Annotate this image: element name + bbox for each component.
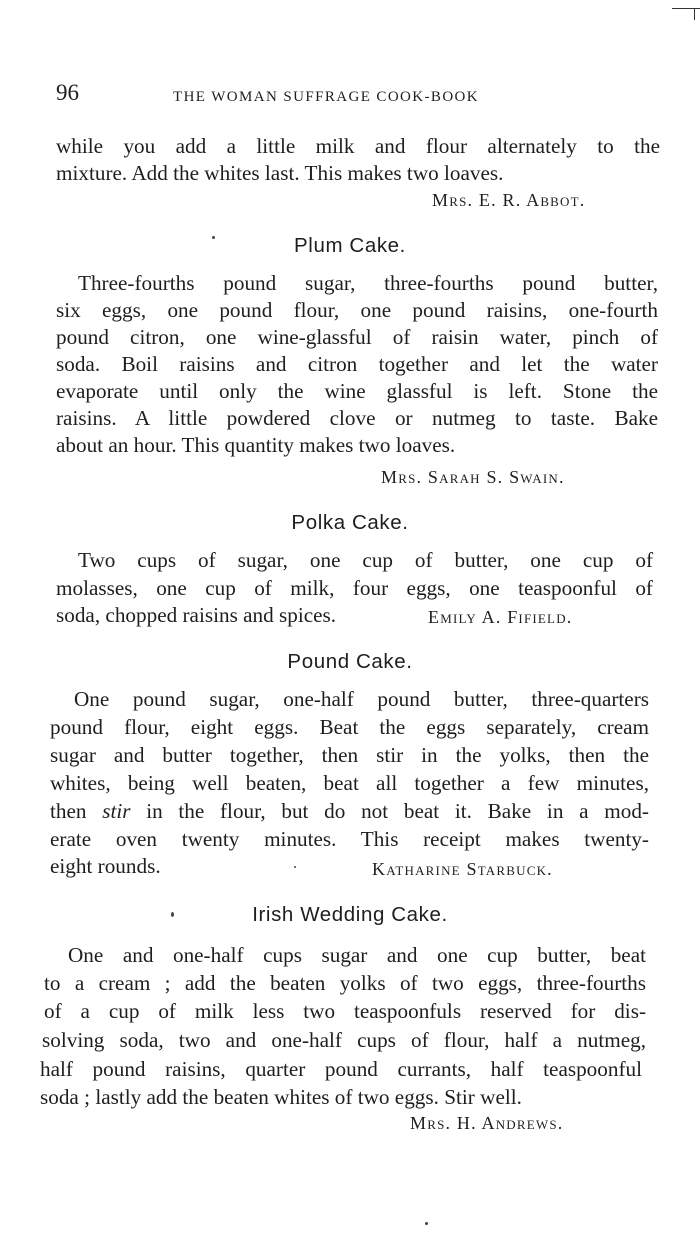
irish-author: Mrs. H. Andrews. bbox=[410, 1113, 564, 1133]
recipe-title-plum-cake: Plum Cake. bbox=[294, 234, 406, 257]
running-title: THE WOMAN SUFFRAGE COOK-BOOK bbox=[173, 89, 480, 105]
plum-line-7: about an hour. This quantity makes two loaves. bbox=[56, 433, 456, 457]
pound-line-7: eight rounds. bbox=[50, 854, 161, 878]
pound-line-3: sugar and butter together, then stir in the yolks, then the bbox=[50, 743, 649, 767]
pound-line-6: erate oven twenty minutes. This receipt makes twenty- bbox=[50, 827, 649, 851]
polka-line-3: soda, chopped raisins and spices. bbox=[56, 603, 337, 627]
recipe-title-pound-cake: Pound Cake. bbox=[287, 650, 413, 673]
pound-line-2: pound flour, eight eggs. Beat the eggs separately, cream bbox=[50, 715, 649, 739]
plum-author: Mrs. Sarah S. Swain. bbox=[381, 467, 565, 487]
plum-line-5: evaporate until only the wine glassful is left. Stone the bbox=[56, 379, 658, 403]
ink-speck bbox=[425, 1222, 428, 1225]
plum-line-6: raisins. A little powdered clove or nutmeg to taste. Bake bbox=[56, 406, 658, 430]
ink-speck bbox=[171, 912, 174, 917]
emphasis-stir: stir bbox=[102, 799, 131, 823]
irish-line-1: One and one-half cups sugar and one cup butter, beat bbox=[68, 943, 646, 967]
irish-line-2: to a cream ; add the beaten yolks of two eggs, three-fourths bbox=[44, 971, 646, 995]
polka-author: Emily A. Fifield. bbox=[428, 607, 573, 627]
plum-line-2: six eggs, one pound flour, one pound raisins, one-fourth bbox=[56, 298, 658, 322]
ink-speck bbox=[212, 236, 215, 239]
pound-line-1: One pound sugar, one-half pound butter, three-quarters bbox=[74, 687, 649, 711]
irish-line-5: half pound raisins, quarter pound currants, half teaspoonful bbox=[40, 1057, 642, 1081]
plum-line-1: Three-fourths pound sugar, three-fourths pound butter, bbox=[78, 271, 658, 295]
scan-edge-mark bbox=[672, 8, 700, 9]
recipe-title-polka-cake: Polka Cake. bbox=[291, 511, 409, 534]
page-number: 96 bbox=[56, 80, 79, 105]
scan-edge-mark bbox=[694, 8, 695, 20]
irish-line-4: solving soda, two and one-half cups of flour, half a nutmeg, bbox=[42, 1028, 646, 1052]
polka-line-2: molasses, one cup of milk, four eggs, one teaspoonful of bbox=[56, 576, 653, 600]
running-head bbox=[56, 80, 656, 110]
plum-line-3: pound citron, one wine-glassful of raisin water, pinch of bbox=[56, 325, 658, 349]
irish-line-6: soda ; lastly add the beaten whites of two eggs. Stir well. bbox=[40, 1085, 522, 1109]
ink-speck bbox=[294, 866, 296, 868]
irish-line-3: of a cup of milk less two teaspoonfuls reserved for dis- bbox=[44, 999, 646, 1023]
continued-author: Mrs. E. R. Abbot. bbox=[432, 190, 586, 210]
pound-line-4: whites, being well beaten, beat all together a few minutes, bbox=[50, 771, 649, 795]
continued-line-1: while you add a little milk and flour alternately to the bbox=[56, 134, 660, 158]
pound-line-5: then stir in the flour, but do not beat it. Bake in a mod- bbox=[50, 799, 649, 823]
plum-line-4: soda. Boil raisins and citron together and let the water bbox=[56, 352, 658, 376]
pound-author: Katharine Starbuck. bbox=[372, 859, 553, 879]
continued-line-2: mixture. Add the whites last. This makes two loaves. bbox=[56, 161, 504, 185]
polka-line-1: Two cups of sugar, one cup of butter, one cup of bbox=[78, 548, 653, 572]
recipe-title-irish-wedding-cake: Irish Wedding Cake. bbox=[252, 903, 448, 926]
